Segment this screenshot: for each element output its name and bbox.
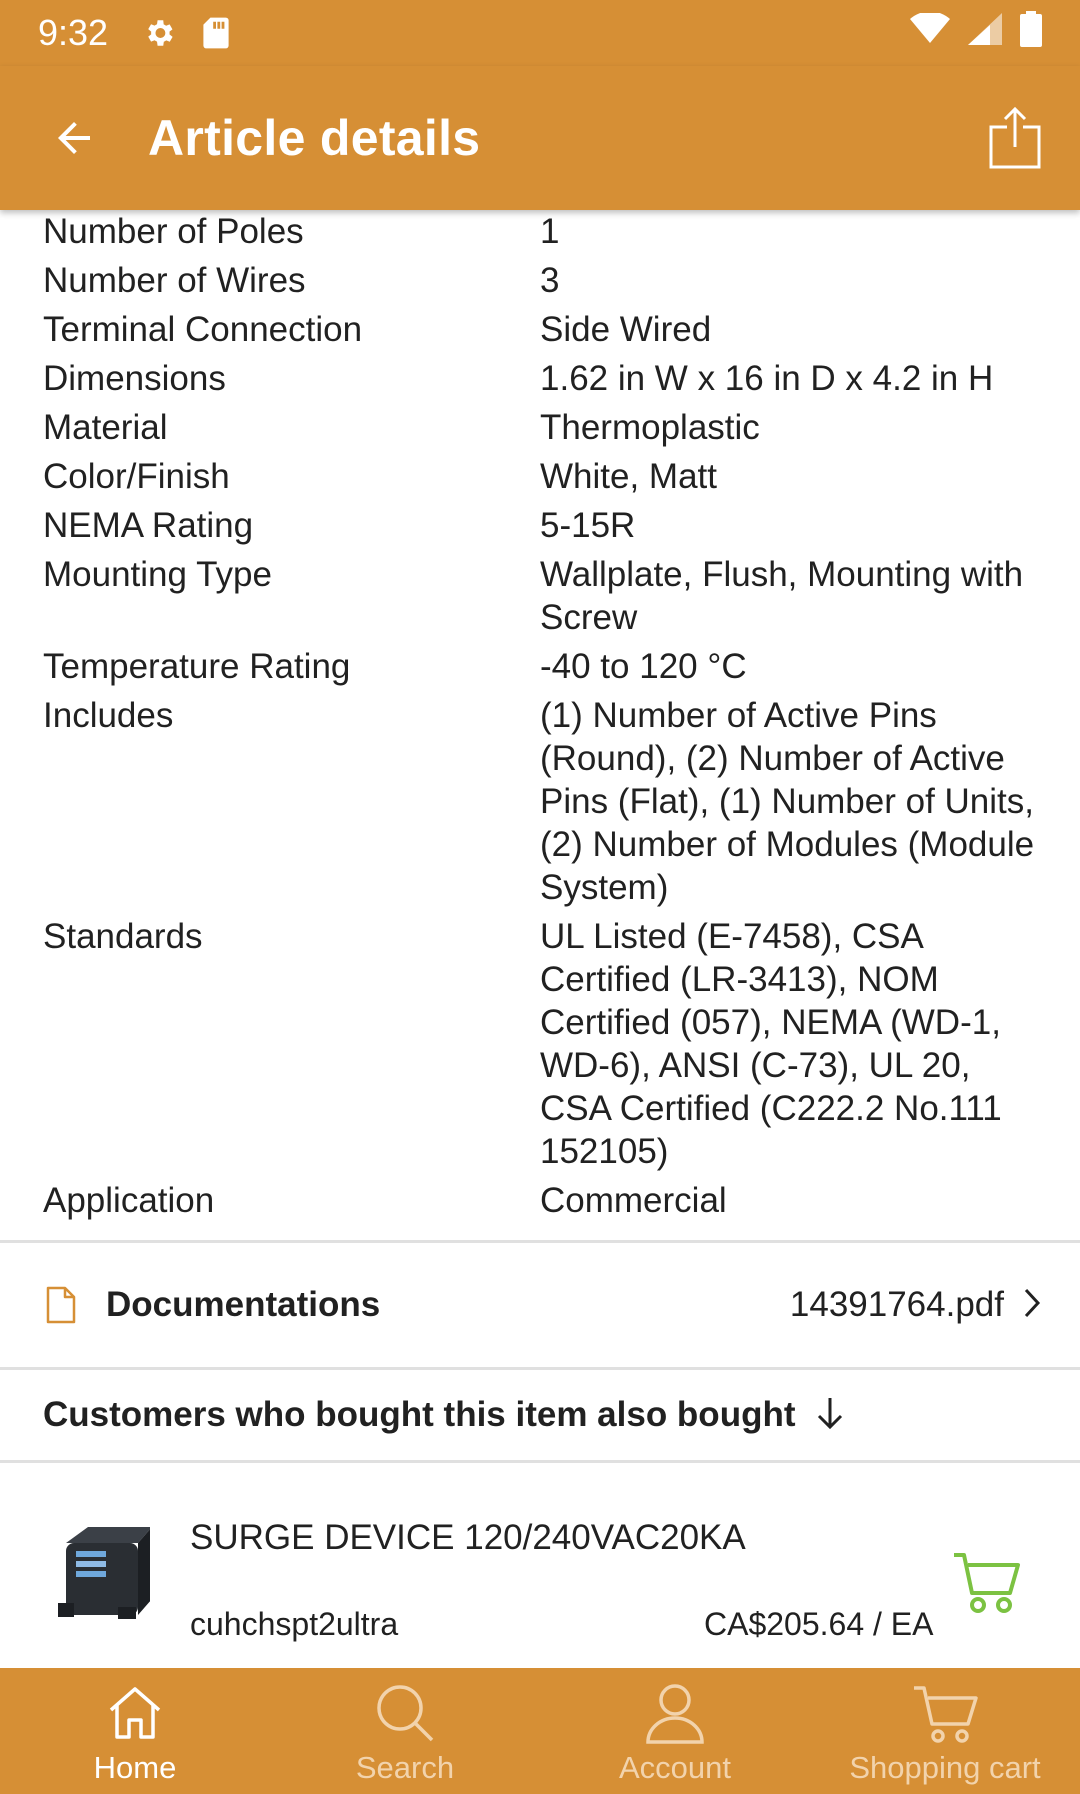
spec-value: Thermoplastic bbox=[540, 408, 760, 447]
spec-label: Terminal Connection bbox=[43, 310, 363, 349]
product-name[interactable]: SURGE DEVICE 120/240VAC20KA bbox=[190, 1518, 746, 1557]
product-sku: cuhchspt2ultra bbox=[190, 1606, 399, 1642]
spec-label: Temperature Rating bbox=[43, 647, 351, 686]
spec-value: 3 bbox=[540, 261, 560, 300]
spec-label: Includes bbox=[43, 696, 174, 735]
spec-row bbox=[43, 645, 1080, 688]
spec-row bbox=[43, 553, 1080, 639]
documentation-file-link[interactable]: 14391764.pdf bbox=[789, 1285, 1004, 1324]
nav-search-label: Search bbox=[355, 1750, 455, 1785]
spec-value: UL Listed (E-7458), CSA Certified (LR-3413), NOM Certified (057), NEMA (WD-1, WD-6), ANSI (C-73), UL 20, CSA Certified (C222.2 No.111 152105) bbox=[540, 917, 1002, 1171]
spec-label: Number of Wires bbox=[43, 261, 306, 300]
spec-value: -40 to 120 °C bbox=[540, 647, 747, 686]
nav-shopping-cart[interactable] bbox=[810, 1668, 1080, 1794]
add-to-cart-button[interactable] bbox=[952, 1547, 1022, 1617]
spec-value: Side Wired bbox=[540, 310, 712, 349]
share-button[interactable] bbox=[950, 66, 1080, 210]
spec-value: Wallplate, Flush, Mounting with Screw bbox=[540, 555, 1024, 637]
also-bought-title: Customers who bought this item also bought bbox=[43, 1395, 796, 1434]
app-bar bbox=[0, 66, 1080, 210]
spec-value: (1) Number of Active Pins (Round), (2) Number of Active Pins (Flat), (1) Number of Units, (2) Number of Modules (Module System) bbox=[540, 696, 1035, 907]
nav-home[interactable] bbox=[0, 1668, 270, 1794]
spec-row bbox=[43, 210, 1080, 253]
spec-row bbox=[43, 504, 1080, 547]
spec-row bbox=[43, 455, 1080, 498]
spec-table bbox=[0, 210, 1080, 1222]
share-icon bbox=[987, 105, 1043, 171]
spec-label: Color/Finish bbox=[43, 457, 230, 496]
spec-label: Dimensions bbox=[43, 359, 226, 398]
spec-row bbox=[43, 308, 1080, 351]
spec-value: 1.62 in W x 16 in D x 4.2 in H bbox=[540, 359, 994, 398]
spec-row bbox=[43, 357, 1080, 400]
chevron-right-icon bbox=[1022, 1287, 1042, 1324]
spec-row bbox=[43, 406, 1080, 449]
battery-icon bbox=[1020, 11, 1042, 56]
spec-value: 1 bbox=[540, 212, 560, 251]
spec-label: Application bbox=[43, 1181, 215, 1220]
product-image[interactable] bbox=[58, 1523, 150, 1623]
product-card[interactable] bbox=[0, 1463, 1080, 1663]
nav-account-label: Account bbox=[618, 1750, 731, 1785]
sd-card-icon bbox=[202, 16, 230, 50]
cart-icon bbox=[952, 1547, 1022, 1617]
cart-icon bbox=[912, 1680, 978, 1746]
spec-row bbox=[43, 259, 1080, 302]
page-title: Article details bbox=[148, 110, 481, 166]
nav-search[interactable] bbox=[270, 1668, 540, 1794]
document-icon bbox=[46, 1286, 80, 1324]
documentation-title: Documentations bbox=[106, 1285, 381, 1324]
spec-value: 5-15R bbox=[540, 506, 636, 545]
spec-value: Commercial bbox=[540, 1181, 727, 1220]
spec-label: Material bbox=[43, 408, 168, 447]
also-bought-header[interactable] bbox=[0, 1370, 1080, 1460]
gear-icon bbox=[142, 16, 176, 50]
spec-label: Mounting Type bbox=[43, 555, 272, 594]
bottom-navigation bbox=[0, 1668, 1080, 1794]
product-price: CA$205.64 / EA bbox=[704, 1606, 934, 1642]
status-bar bbox=[0, 0, 1080, 66]
spec-row bbox=[43, 915, 1080, 1173]
arrow-down-icon bbox=[815, 1395, 845, 1436]
spec-row bbox=[43, 1179, 1080, 1222]
back-button[interactable] bbox=[0, 66, 148, 210]
spec-label: Standards bbox=[43, 917, 203, 956]
arrow-left-icon bbox=[50, 114, 98, 162]
spec-row bbox=[43, 694, 1080, 909]
account-icon bbox=[644, 1680, 706, 1746]
nav-account[interactable] bbox=[540, 1668, 810, 1794]
signal-icon bbox=[968, 12, 1002, 54]
nav-home-label: Home bbox=[93, 1750, 177, 1785]
documentation-row[interactable] bbox=[0, 1243, 1080, 1367]
spec-label: NEMA Rating bbox=[43, 506, 254, 545]
spec-label: Number of Poles bbox=[43, 212, 304, 251]
spec-value: White, Matt bbox=[540, 457, 717, 496]
search-icon bbox=[374, 1680, 436, 1746]
nav-shopping-cart-label: Shopping cart bbox=[849, 1750, 1041, 1785]
wifi-icon bbox=[910, 12, 950, 54]
status-time: 9:32 bbox=[38, 12, 109, 53]
home-icon bbox=[106, 1680, 164, 1746]
article-details-content[interactable] bbox=[0, 210, 1080, 1668]
